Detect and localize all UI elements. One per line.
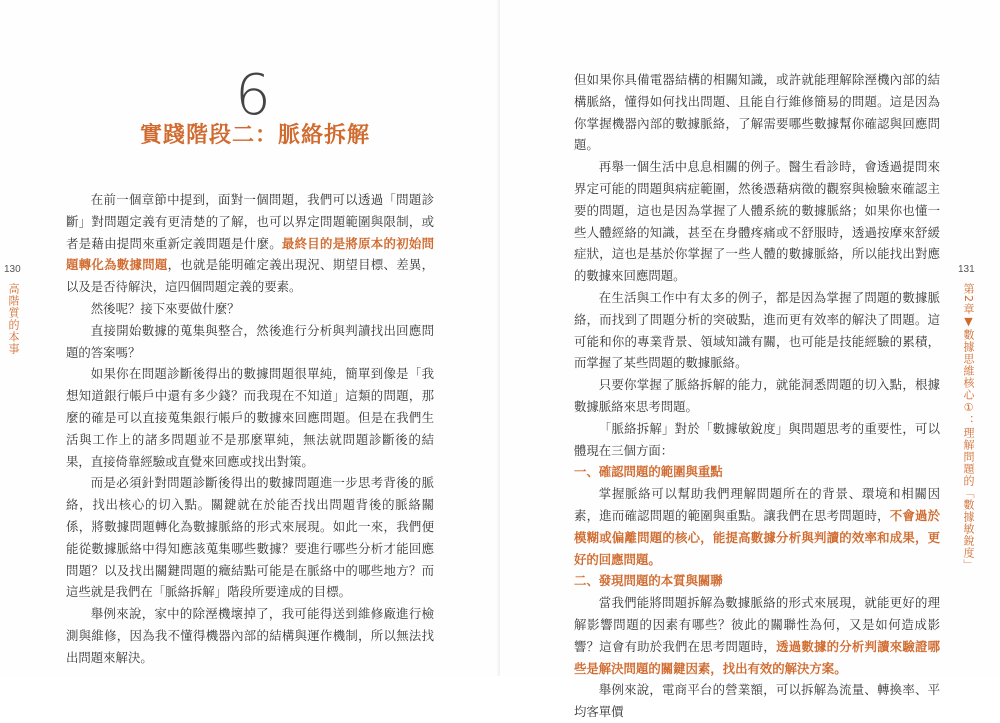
- paragraph: 如果你在問題診斷後得出的數據問題很單純，簡單到像是「我想知道銀行帳戶中還有多少錢？而我現在不知道」這類的問題，那麼的確是可以直接蒐集銀行帳戶的數據來回應問題。但是在我們生活與工作上的諸多問題並不是那麼單純，無法就問題診斷後的結果，直接倚靠經驗或直覺來回應或找出對策。: [66, 366, 434, 469]
- highlight-text: 透過數據的分析判讀來驗證哪些是解決問題的關鍵因素，找出有效的解決方案。: [574, 638, 940, 676]
- paragraph: 再舉一個生活中息息相關的例子。醫生看診時，會透過提問來界定可能的問題與病症範圍，然後憑藉病徵的觀察與檢驗來確認主要的問題，這也是因為掌握了人體系統的數據脈絡；如果你也懂一些人體經絡的知識，甚至在身體疼痛或不舒服時，透過按摩來舒緩症狀，這也是基於你掌握了一些人體的數據脈絡，所以能找出對應的數據來回應問題。: [574, 159, 940, 284]
- chapter-side-title: 第2章▼數據思維核心①：理解問題的「數據敏銳度」: [962, 283, 975, 571]
- chapter-title: 實踐階段二：脈絡拆解: [139, 122, 370, 148]
- page-number: 131: [958, 264, 975, 275]
- chapter-number: 6: [235, 63, 271, 128]
- paragraph: 當我們能將問題拆解為數據脈絡的形式來展現，就能更好的理解影響問題的因素有哪些？彼此的關聯性為何，又是如何造成影響？這會有助於我們在思考問題時，透過數據的分析判讀來驗證哪些是解決問題的關鍵因素，找出有效的解決方案。: [574, 595, 940, 676]
- paragraph: 直接開始數據的蒐集與整合，然後進行分析與判讀找出回應問題的答案嗎？: [66, 322, 434, 360]
- paragraph: 舉例來說，電商平台的營業額，可以拆解為流量、轉換率、平均客單價: [574, 682, 940, 720]
- paragraph: 而是必須針對問題診斷後得出的數據問題進一步思考背後的脈絡，找出核心的切入點。關鍵就在於能否找出問題背後的脈絡關係，將數據問題轉化為數據脈絡的形式來展現。如此一來，我們便能從數據脈絡中得知應該蒐集哪些數據？要進行哪些分析才能回應問題？以及找出關鍵問題的癥結點可能是在脈絡中的哪些地方？而這些就是我們在「脈絡拆解」階段所要達成的目標。: [66, 475, 434, 600]
- paragraph: 舉例來說，家中的除溼機壞掉了，我可能得送到維修廠進行檢測與維修，因為我不懂得機器內部的結構與運作機制，所以無法找出問題來解決。: [66, 606, 434, 665]
- right-body-text: [574, 69, 940, 723]
- page-number: 130: [4, 264, 21, 275]
- paragraph: 在生活與工作中有太多的例子，都是因為掌握了問題的數據脈絡，而找到了問題分析的突破點，進而更有效率的解決了問題。這可能和你的專業背景、領域知識有關，也可能是技能經驗的累積，而掌握了某些問題的數據脈絡。: [574, 289, 940, 371]
- paragraph: 掌握脈絡可以幫助我們理解問題所在的背景、環境和相關因素，進而確認問題的範圍與重點。讓我們在思考問題時，不會過於模糊或偏離問題的核心，能提高數據分析與判讀的效率和成果，更好的回應問題。: [574, 486, 941, 567]
- highlight-text: 不會過於模糊或偏離問題的核心，能提高數據分析與判讀的效率和成果，更好的回應問題。: [574, 507, 941, 567]
- paragraph: 「脈絡拆解」對於「數據敏銳度」與問題思考的重要性，可以體現在三個方面：: [574, 420, 940, 458]
- book-side-title: 高階質的本事: [7, 283, 20, 355]
- left-body-text: [66, 189, 434, 669]
- paragraph: 然後呢？接下來要做什麼？: [90, 300, 240, 316]
- section-heading: 一、確認問題的範圍與重點: [574, 464, 723, 480]
- left-page: [0, 0, 500, 676]
- highlight-text: 最終目的是將原本的初始問題轉化為數據問題: [66, 235, 435, 273]
- paragraph: 在前一個章節中提到，面對一個問題，我們可以透過「問題診斷」對問題定義有更清楚的了解，也可以界定問題範圍與限制，或者是藉由提問來重新定義問題是什麼。最終目的是將原本的初始問題轉化為數據問題，也就是能明確定義出現況、期望目標、差異，以及是否待解決，這四個問題定義的要素。: [66, 192, 435, 295]
- section-heading: 二、發現問題的本質與關聯: [574, 573, 723, 589]
- right-page: [500, 0, 1000, 720]
- paragraph: 但如果你具備電器結構的相關知識，或許就能理解除溼機內部的結構脈絡，懂得如何找出問題、且能自行維修簡易的問題。這是因為你掌握機器內部的數據脈絡，了解需要哪些數據幫你確認與回應問題。: [574, 72, 940, 153]
- paragraph: 只要你掌握了脈絡拆解的能力，就能洞悉問題的切入點，根據數據脈絡來思考問題。: [574, 377, 940, 414]
